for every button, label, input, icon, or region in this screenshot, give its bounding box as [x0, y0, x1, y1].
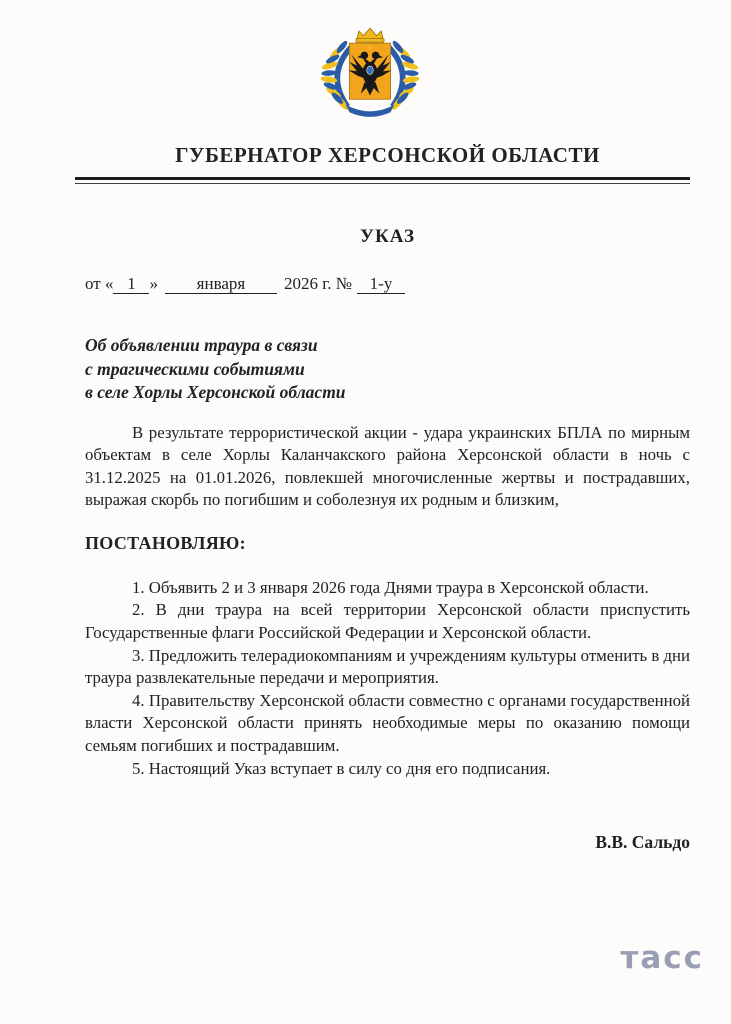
preamble-paragraph: В результате террористической акции - удара украинских БПЛА по мирным объектам в селе Хорлы Каланчакского района Херсонской области в ночь с 31.12.2025 на 01.01.2026, повлекшей многочисленные жертвы и пострадавших, выражая скорбь по погибшим и соболезнуя их родным и близким, [85, 422, 690, 510]
wreath-blue-leaves [321, 39, 349, 105]
tass-watermark: тасс [620, 940, 704, 976]
date-day: 1 [113, 275, 149, 294]
date-month: января [165, 275, 277, 294]
decree-item-4: 4. Правительству Херсонской области совместно с органами государственной власти Херсонской области принять необходимые меры по оказанию помощи семьям погибших и пострадавшим. [85, 690, 690, 756]
ribbon [345, 105, 394, 117]
date-prefix: от « [85, 274, 114, 293]
decree-number: 1-у [357, 275, 405, 294]
header-divider [75, 177, 690, 184]
decree-items [85, 577, 690, 780]
decree-item-3: 3. Предложить телерадиокомпаниям и учреждениям культуры отменить в дни траура развлекательные передачи и мероприятия. [85, 645, 690, 688]
decree-item-1: 1. Объявить 2 и 3 января 2026 года Днями траура в Херсонской области. [132, 577, 649, 597]
resolution-label: ПОСТАНОВЛЯЮ: [85, 532, 246, 553]
subject-line: Об объявлении траура в связи [85, 335, 318, 355]
crown-icon [356, 28, 384, 42]
signature-name: В.В. Сальдо [595, 832, 690, 853]
date-year-number-label: 2026 г. № [283, 274, 352, 293]
date-close-quote: » [149, 274, 158, 293]
decree-subject [85, 334, 690, 405]
org-title: ГУБЕРНАТОР ХЕРСОНСКОЙ ОБЛАСТИ [175, 143, 600, 167]
decree-item-5: 5. Настоящий Указ вступает в силу со дня его подписания. [132, 758, 551, 778]
decree-item-2: 2. В дни траура на всей территории Херсонской области приспустить Государственные флаги Российской Федерации и Херсонской области. [85, 600, 690, 643]
document-type-title: УКАЗ [360, 226, 415, 247]
eagle-orb [366, 66, 373, 74]
coat-of-arms-kherson-oblast [67, 26, 672, 127]
date-line [85, 274, 690, 294]
wreath-left [320, 39, 351, 111]
subject-line: в селе Хорлы Херсонской области [85, 382, 346, 402]
subject-line: с трагическими событиями [85, 358, 305, 379]
